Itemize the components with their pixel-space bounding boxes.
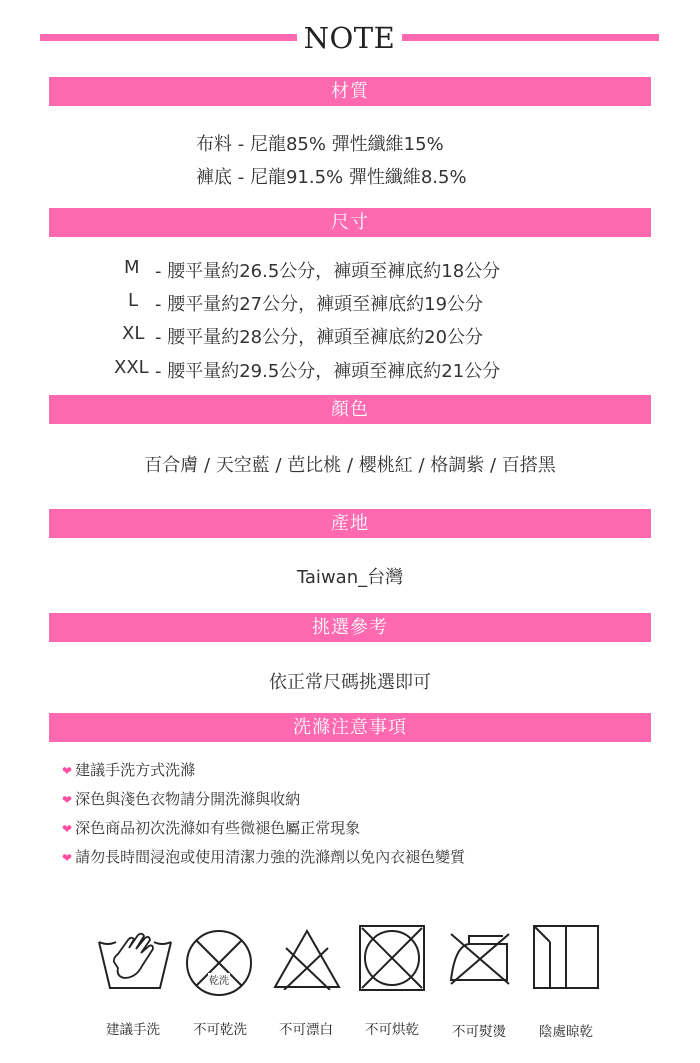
care-heading: 洗滌注意事項 — [49, 713, 651, 742]
care-item — [62, 817, 360, 838]
size-desc: - 腰平量約26.5公分，褲頭至褲底約18公分 — [155, 261, 501, 282]
care-item-text: 建議手洗方式洗滌 — [75, 761, 196, 779]
hand-wash-icon — [96, 932, 174, 994]
care-item-text: 深色商品初次洗滌如有些微褪色屬正常現象 — [75, 819, 361, 837]
color-options: 百合膚 / 天空藍 / 芭比桃 / 櫻桃紅 / 格調紫 / 百搭黑 — [144, 455, 556, 476]
note-header — [40, 22, 659, 54]
shade-dry-label: 陰處晾乾 — [539, 1024, 593, 1040]
material-heading: 材質 — [49, 77, 651, 106]
size-label: XXL — [114, 357, 149, 378]
care-item — [62, 846, 465, 867]
note-line-left — [40, 34, 297, 41]
no-dry-clean-icon — [184, 928, 254, 998]
no-bleach-icon — [272, 928, 342, 990]
no-bleach-label: 不可漂白 — [279, 1022, 333, 1038]
origin-text: Taiwan_台灣 — [296, 567, 404, 588]
size-label: XL — [122, 323, 145, 344]
no-tumble-dry-icon — [358, 924, 426, 992]
heart-icon: ❤ — [62, 764, 73, 778]
material-line-crotch: 褲底 - 尼龍91.5% 彈性纖維8.5% — [196, 167, 467, 188]
size-label: M — [124, 257, 140, 278]
dry-clean-text: 乾洗 — [209, 976, 229, 987]
care-item-text: 請勿長時間浸泡或使用清潔力強的洗滌劑以免內衣褪色變質 — [75, 848, 466, 866]
heart-icon: ❤ — [62, 851, 73, 865]
size-label: L — [128, 290, 139, 311]
choose-heading: 挑選參考 — [49, 613, 651, 642]
material-line-fabric: 布料 - 尼龍85% 彈性纖維15% — [196, 134, 444, 155]
no-iron-label: 不可熨燙 — [452, 1024, 506, 1040]
no-iron-icon — [447, 930, 511, 986]
heart-icon: ❤ — [62, 793, 73, 807]
heart-icon: ❤ — [62, 822, 73, 836]
shade-dry-icon — [532, 924, 600, 990]
size-desc: - 腰平量約28公分，褲頭至褲底約20公分 — [155, 327, 484, 348]
no-dry-clean-label: 不可乾洗 — [193, 1022, 247, 1038]
care-item — [62, 759, 195, 780]
origin-heading: 產地 — [49, 509, 651, 538]
care-item — [62, 788, 300, 809]
color-heading: 顏色 — [49, 395, 651, 424]
no-tumble-dry-label: 不可烘乾 — [365, 1022, 419, 1038]
size-heading: 尺寸 — [49, 208, 651, 237]
hand-wash-label: 建議手洗 — [106, 1022, 160, 1038]
care-item-text: 深色與淺色衣物請分開洗滌與收納 — [75, 790, 301, 808]
size-desc: - 腰平量約27公分，褲頭至褲底約19公分 — [155, 294, 484, 315]
choose-text: 依正常尺碼挑選即可 — [269, 672, 431, 693]
note-line-right — [402, 34, 659, 41]
page-title: NOTE — [303, 21, 396, 55]
size-desc: - 腰平量約29.5公分，褲頭至褲底約21公分 — [155, 361, 501, 382]
